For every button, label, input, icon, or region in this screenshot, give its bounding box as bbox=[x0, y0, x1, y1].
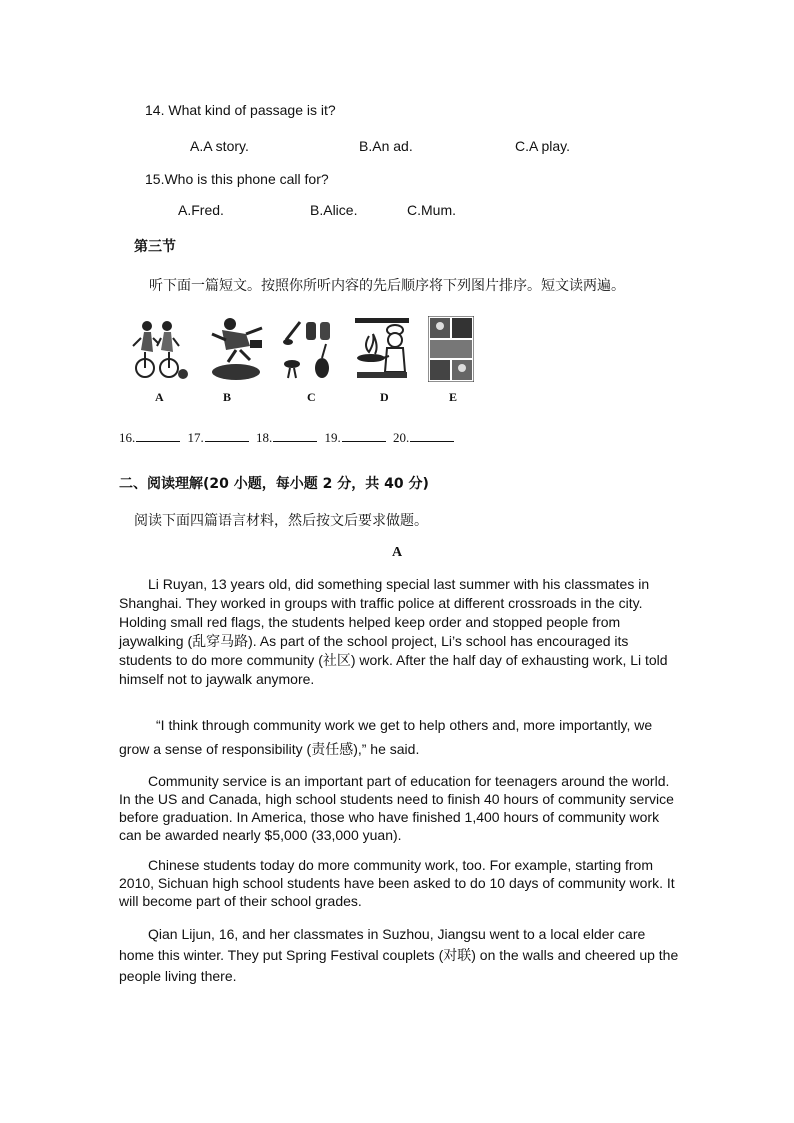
question-15-stem: 15.Who is this phone call for? bbox=[145, 171, 329, 187]
picture-b-skateboarder-icon bbox=[206, 316, 266, 382]
paragraph-text: Li Ruyan, 13 years old, did something special last summer with his classmates in Shanghai. They worked in groups with traffic police at different crossroads in the city. Holding small red flags, the students helped keep order and stopped people from jaywalking (乱穿马路). As part of the school project, Li’s school has encouraged its students to do more community (社区) work. After the half day of exhausting work, Li told himself not to jaywalk anymore. bbox=[119, 576, 668, 687]
question-15-option-a: A.Fred. bbox=[178, 202, 224, 218]
blank-17-line[interactable] bbox=[205, 429, 249, 442]
passage-a-paragraph-5 bbox=[119, 924, 679, 987]
section-3-title: 第三节 bbox=[134, 239, 176, 255]
blank-16-line[interactable] bbox=[136, 429, 180, 442]
blank-18-line[interactable] bbox=[273, 429, 317, 442]
question-15-option-c: C.Mum. bbox=[407, 202, 456, 218]
blank-19-line[interactable] bbox=[342, 429, 386, 442]
question-14-option-c: C.A play. bbox=[515, 138, 570, 154]
question-14-option-a: A.A story. bbox=[190, 138, 249, 154]
blank-17-label: 17. bbox=[187, 430, 204, 445]
blank-20-label: 20. bbox=[393, 430, 410, 445]
paragraph-text: Qian Lijun, 16, and her classmates in Suzhou, Jiangsu went to a local elder care home this winter. They put Spring Festival couplets (对联) on the walls and cheered up the people living there. bbox=[119, 926, 679, 984]
paragraph-text: Community service is an important part of education for teenagers around the world. In the US and Canada, high school students need to finish 40 hours of community service before graduation. In America, those who have finished 1,400 hours of community work can be awarded nearly $5,000 (33,000 yuan). bbox=[119, 773, 674, 843]
paragraph-text: “I think through community work we get to help others and, more importantly, we grow a sense of responsibility (责任感),” he said. bbox=[119, 717, 653, 757]
question-15-option-b: B.Alice. bbox=[310, 202, 358, 218]
picture-a-cyclists-icon bbox=[127, 316, 191, 382]
blank-19-label: 19. bbox=[324, 430, 341, 445]
picture-c-instruments-icon bbox=[280, 316, 336, 382]
blank-20-line[interactable] bbox=[410, 429, 454, 442]
question-14-stem: 14. What kind of passage is it? bbox=[145, 102, 336, 118]
picture-e-comic-panels-icon bbox=[428, 316, 474, 382]
section-3-instruction: 听下面一篇短文。按照你所听内容的先后顺序将下列图片排序。短文读两遍。 bbox=[149, 278, 625, 294]
picture-label-c: C bbox=[307, 390, 316, 404]
picture-d-chef-cooking-icon bbox=[353, 316, 411, 382]
passage-a-paragraph-2 bbox=[119, 713, 679, 761]
picture-label-e: E bbox=[449, 390, 458, 404]
question-14-option-b: B.An ad. bbox=[359, 138, 413, 154]
picture-label-a: A bbox=[155, 390, 164, 404]
paragraph-text: Chinese students today do more community work, too. For example, starting from 2010, Sichuan high school students have been asked to do 10 days of community work. It will become part of their school grades. bbox=[119, 857, 675, 909]
passage-a-paragraph-4 bbox=[119, 856, 679, 910]
reading-instruction: 阅读下面四篇语言材料，然后按文后要求做题。 bbox=[134, 513, 428, 529]
picture-label-d: D bbox=[380, 390, 389, 404]
picture-label-b: B bbox=[223, 390, 232, 404]
answer-blanks-row bbox=[119, 429, 458, 446]
passage-a-paragraph-3 bbox=[119, 772, 679, 844]
passage-a-label: A bbox=[392, 545, 403, 560]
passage-a-paragraph-1 bbox=[119, 575, 679, 689]
blank-16-label: 16. bbox=[119, 430, 136, 445]
reading-part-title: 二、阅读理解(20 小题，每小题 2 分，共 40 分) bbox=[119, 476, 429, 492]
blank-18-label: 18. bbox=[256, 430, 273, 445]
